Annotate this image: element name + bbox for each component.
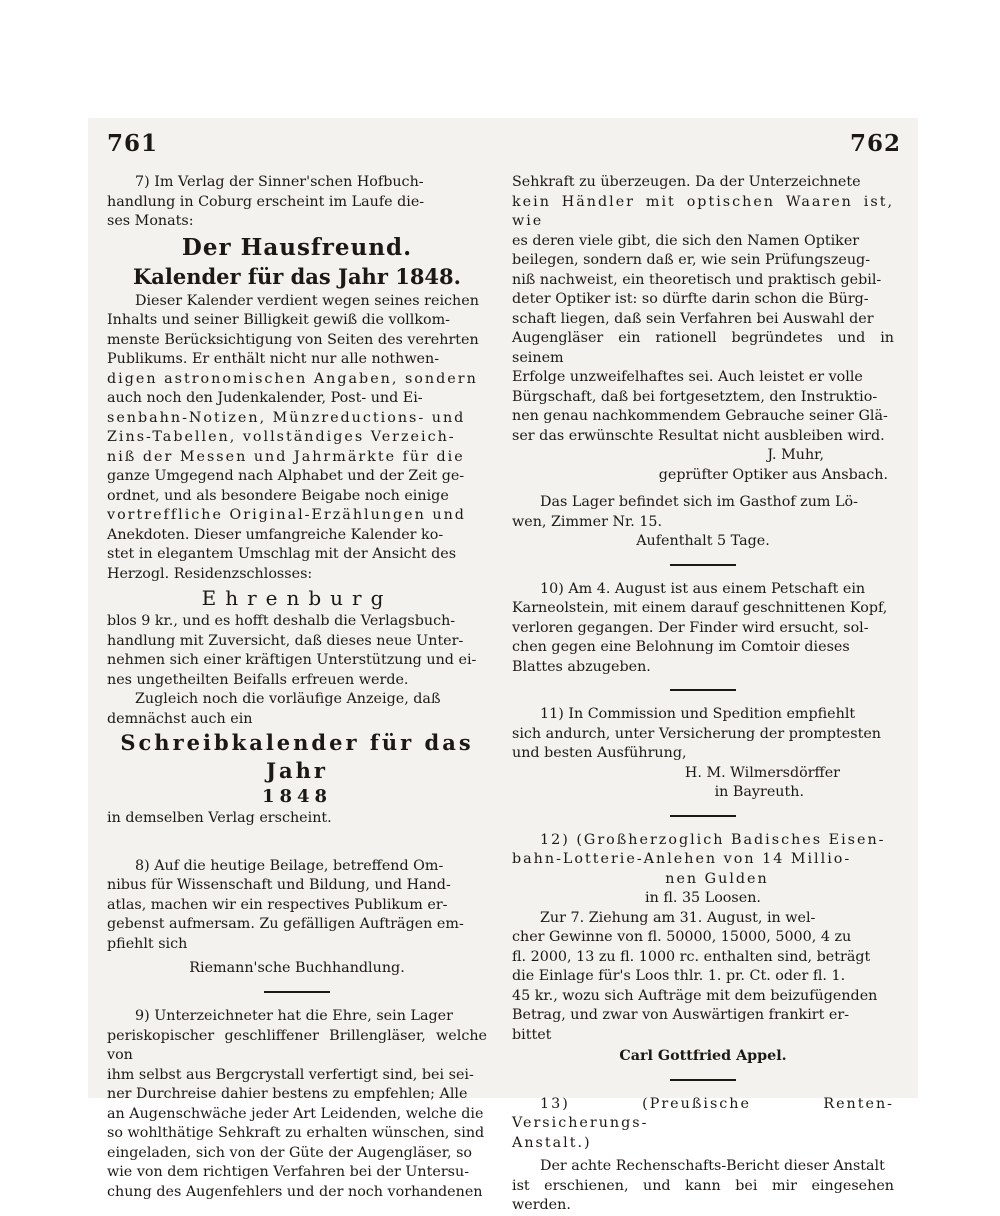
notice-9: 9) Unterzeichneter hat die Ehre, sein Lager periskopischer geschliffener Brillengläser, welche von ihm selbst aus Bergcrystall verfertigt sind, bei sei- ner Durchreise dahier bestens zu empfehlen; Alle an Augenschwäche jeder Art Leidenden, welche die so wohlthätige Sehkraft zu erhalten wünschen, sind eingeladen, sich von der Güte der Augengläser, so wie von dem richtigen Verfahren bei der Untersu- chung des Augenfehlers und der noch vorhandenen bbox=[107, 1008, 487, 1200]
notice-11-signature-name: H. M. Wilmersdörffer bbox=[684, 764, 840, 781]
notice-7-price: blos 9 kr., und es hofft deshalb die Verlagsbuch- handlung mit Zuversicht, daß dieses neue Unter- nehmen sich einer kräftigen Unterstützung und ei- nes ungetheilten Beifalls erfreuen werde. bbox=[107, 613, 477, 688]
notice-12-loosen: in fl. 35 Loosen. bbox=[645, 890, 761, 906]
notice-7-verlag: in demselben Verlag erscheint. bbox=[107, 810, 332, 826]
notice-13-heading: 13) (Preußische Renten-Versicherungs- Anstalt.) bbox=[512, 1095, 894, 1151]
divider-rule bbox=[670, 815, 736, 817]
notice-12-signature: Carl Gottfried Appel. bbox=[619, 1048, 787, 1064]
page-number-right: 762 bbox=[850, 130, 902, 157]
notice-13-body: Der achte Rechenschafts-Bericht dieser Anstalt ist erschienen, und kann bei mir eingesehen werden. bbox=[512, 1158, 894, 1213]
notice-9-signature-name: J. Muhr, bbox=[767, 447, 824, 463]
title-schreibkalender: Schreibkalender für das Jahr bbox=[120, 730, 474, 783]
notice-11: 11) In Commission und Spedition empfiehlt sich andurch, unter Versicherung der promptesten und besten Ausführung, bbox=[512, 706, 881, 761]
notice-10: 10) Am 4. August ist aus einem Petschaft ein Karneolstein, mit einem darauf geschnittenen Kopf, verloren gegangen. Der Finder wird ersucht, sol- chen gegen eine Belohnung im Comtoir dieses Blattes abzugeben. bbox=[512, 580, 888, 675]
notice-7-zugleich: Zugleich noch die vorläufige Anzeige, daß demnächst auch ein bbox=[107, 691, 441, 727]
title-kalender: Kalender für das Jahr 1848. bbox=[133, 263, 461, 289]
notice-9-continued: Sehkraft zu überzeugen. Da der Unterzeichnete kein Händler mit optischen Waaren ist, wie es deren viele gibt, die sich den Namen Optiker beilegen, sondern daß er, wie sein Prüfungszeug- niß nachweist, ein theoretisch und praktisch gebil- deter Optiker ist: so dürfte darin schon die Bürg- schaft liegen, daß sein Verfahren bei Auswahl der Augengläser ein rationell begründetes und in seinem Erfolge unzweifelhaftes sei. Auch leistet er volle Bürgschaft, daß bei fortgesetztem, den Instruktio- nen genau nachkommendem Gebrauche seiner Glä- ser das erwünschte Resultat nicht ausbleiben wird. bbox=[512, 174, 894, 444]
notice-8-signature: Riemann'sche Buchhandlung. bbox=[189, 960, 405, 976]
title-ehrenburg: Ehrenburg bbox=[201, 586, 393, 610]
notice-7-description: Dieser Kalender verdient wegen seines reichen Inhalts und seiner Billigkeit gewiß die vollkom- menste Berücksichtigung von Seiten des verehrten Publikums. Er enthält nicht nur alle nothwen- digen astronomischen Angaben, sondern auch noch den Judenkalender, Post- und Ei- senbahn-Notizen, Münzreductions- und Zins-Tabellen, vollständiges Verzeich- niß der Messen und Jahrmärkte für die ganze Umgegend nach Alphabet und der Zeit ge- ordnet, und als besondere Beigabe noch einige vortreffliche Original-Erzählungen und Anekdoten. Dieser umfangreiche Kalender ko- stet in elegantem Umschlag mit der Ansicht des Herzogl. Residenzschlosses: bbox=[107, 292, 479, 582]
notice-7-intro: 7) Im Verlag der Sinner'schen Hofbuch- handlung in Coburg erscheint im Laufe die- ses Monats: bbox=[107, 174, 425, 229]
page-number-left: 761 bbox=[107, 130, 159, 157]
notice-9-signature-title: geprüfter Optiker aus Ansbach. bbox=[658, 466, 888, 483]
notice-11-signature-place: in Bayreuth. bbox=[714, 784, 804, 800]
right-column bbox=[512, 173, 894, 1216]
notice-12-heading: 12) (Großherzoglich Badisches Eisen- bahn-Lotterie-Anlehen von 14 Millio- nen Gulden bbox=[512, 831, 886, 887]
title-hausfreund: Der Hausfreund. bbox=[181, 233, 413, 261]
title-year: 1848 bbox=[261, 786, 333, 807]
notice-12-body: Zur 7. Ziehung am 31. August, in wel- cher Gewinne von fl. 50000, 15000, 5000, 4 zu fl. 2000, 13 zu fl. 1000 rc. enthalten sind, beträgt die Einlage für's Loos thlr. 1. pr. Ct. oder fl. 1. 45 kr., wozu sich Aufträge mit dem beizufügenden Betrag, und zwar von Auswärtigen frankirt er- bittet bbox=[512, 909, 878, 1043]
divider-rule bbox=[264, 991, 330, 993]
notice-9-lager: Das Lager befindet sich im Gasthof zum Lö- wen, Zimmer Nr. 15. bbox=[512, 494, 858, 530]
divider-rule bbox=[670, 564, 736, 566]
divider-rule bbox=[670, 689, 736, 691]
notice-8: 8) Auf die heutige Beilage, betreffend Om- nibus für Wissenschaft und Bildung, und Hand- atlas, machen wir ein respectives Publikum er- gebenst aufmersam. Zu gefälligen Aufträgen em- pfiehlt sich bbox=[107, 857, 464, 952]
notice-9-aufenthalt: Aufenthalt 5 Tage. bbox=[636, 533, 770, 549]
left-column bbox=[107, 173, 487, 1202]
divider-rule bbox=[670, 1079, 736, 1081]
